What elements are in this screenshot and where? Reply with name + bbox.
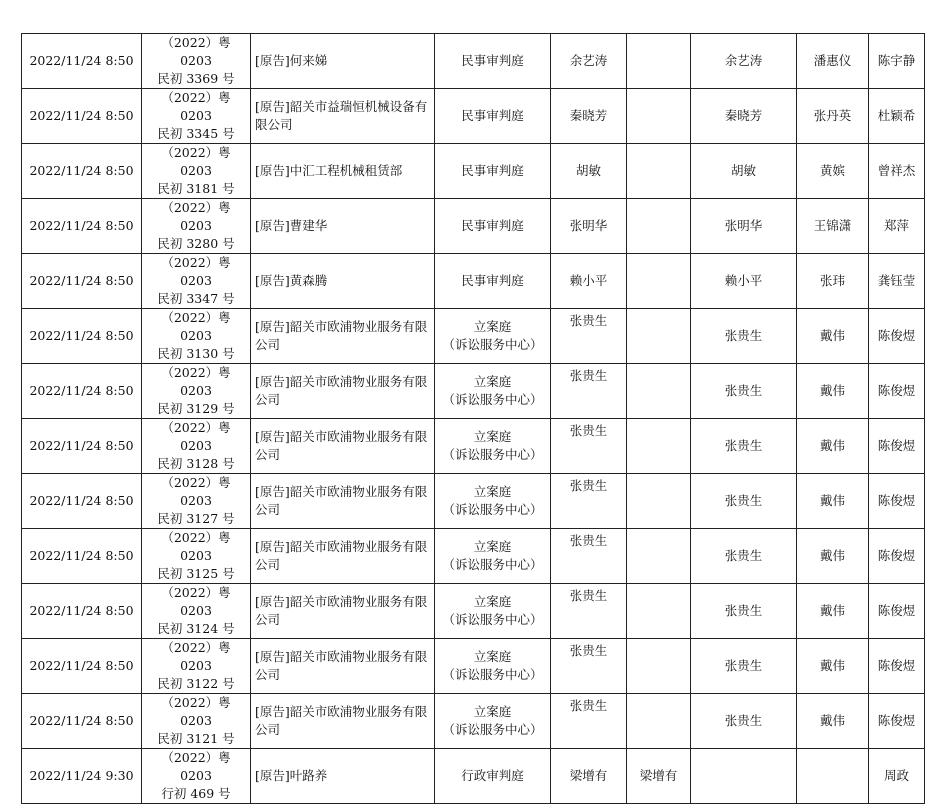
undertaking-judge-cell <box>627 694 691 749</box>
department-line1: 立案庭 <box>473 649 512 664</box>
judge-cell: 张贵生 <box>691 639 797 694</box>
department-cell <box>435 254 551 309</box>
hearing-time-cell: 2022/11/24 8:50 <box>22 89 142 144</box>
department-line2: （诉讼服务中心） <box>442 392 543 407</box>
assistant-cell: 陈俊煜 <box>869 419 925 474</box>
department-line2: （诉讼服务中心） <box>442 667 543 682</box>
judge-cell: 张明华 <box>691 199 797 254</box>
assistant-cell: 杜颖希 <box>869 89 925 144</box>
case-number-line2: 民初 3124 号 <box>157 621 235 636</box>
party-cell: [原告]韶关市益瑞恒机械设备有限公司 <box>251 89 435 144</box>
undertaking-judge-cell <box>627 639 691 694</box>
case-number-line1: （2022）粤 0203 <box>161 640 231 673</box>
department-line1: 立案庭 <box>473 484 512 499</box>
case-number-cell <box>142 309 251 364</box>
case-number-cell <box>142 364 251 419</box>
department-line2: （诉讼服务中心） <box>442 722 543 737</box>
department-line1: 立案庭 <box>473 319 512 334</box>
undertaking-judge-cell <box>627 89 691 144</box>
hearing-schedule-table <box>21 33 925 804</box>
judge-cell: 余艺涛 <box>691 34 797 89</box>
table-row <box>22 199 925 254</box>
party-cell: [原告]黄森腾 <box>251 254 435 309</box>
case-number-line2: 民初 3129 号 <box>157 401 235 416</box>
department-line1: 行政审判庭 <box>461 768 524 783</box>
clerk-cell: 戴伟 <box>797 364 869 419</box>
hearing-time-cell: 2022/11/24 8:50 <box>22 419 142 474</box>
judge-cell: 张贵生 <box>691 694 797 749</box>
clerk-cell <box>797 749 869 804</box>
assistant-cell: 周政 <box>869 749 925 804</box>
presiding-judge-cell: 张贵生 <box>551 364 627 419</box>
department-line1: 立案庭 <box>473 594 512 609</box>
case-number-cell <box>142 254 251 309</box>
table-row <box>22 474 925 529</box>
department-cell <box>435 309 551 364</box>
case-number-cell <box>142 584 251 639</box>
case-number-line2: 民初 3347 号 <box>157 291 235 306</box>
department-cell <box>435 749 551 804</box>
hearing-time-cell: 2022/11/24 8:50 <box>22 309 142 364</box>
case-number-line2: 民初 3130 号 <box>157 346 235 361</box>
department-cell <box>435 419 551 474</box>
judge-cell: 张贵生 <box>691 529 797 584</box>
department-line2: （诉讼服务中心） <box>442 557 543 572</box>
party-cell: [原告]叶路养 <box>251 749 435 804</box>
hearing-time-cell: 2022/11/24 8:50 <box>22 199 142 254</box>
judge-cell: 张贵生 <box>691 419 797 474</box>
case-number-cell <box>142 89 251 144</box>
table-row <box>22 309 925 364</box>
assistant-cell: 龚钰莹 <box>869 254 925 309</box>
department-cell <box>435 144 551 199</box>
party-cell: [原告]中汇工程机械租赁部 <box>251 144 435 199</box>
hearing-time-cell: 2022/11/24 9:30 <box>22 749 142 804</box>
case-number-line1: （2022）粤 0203 <box>161 200 231 233</box>
judge-cell: 胡敏 <box>691 144 797 199</box>
presiding-judge-cell: 秦晓芳 <box>551 89 627 144</box>
hearing-time-cell: 2022/11/24 8:50 <box>22 584 142 639</box>
case-number-line2: 民初 3280 号 <box>157 236 235 251</box>
case-number-line2: 民初 3121 号 <box>157 731 235 746</box>
party-cell: [原告]韶关市欧浦物业服务有限公司 <box>251 694 435 749</box>
case-number-line1: （2022）粤 0203 <box>161 750 231 783</box>
assistant-cell: 郑萍 <box>869 199 925 254</box>
clerk-cell: 张丹英 <box>797 89 869 144</box>
table-row <box>22 694 925 749</box>
department-line2: （诉讼服务中心） <box>442 502 543 517</box>
schedule-sheet <box>21 33 925 804</box>
department-cell <box>435 529 551 584</box>
party-cell: [原告]韶关市欧浦物业服务有限公司 <box>251 639 435 694</box>
department-line1: 民事审判庭 <box>461 273 524 288</box>
assistant-cell: 陈俊煜 <box>869 694 925 749</box>
case-number-cell <box>142 34 251 89</box>
case-number-cell <box>142 474 251 529</box>
undertaking-judge-cell <box>627 144 691 199</box>
case-number-cell <box>142 639 251 694</box>
undertaking-judge-cell <box>627 34 691 89</box>
undertaking-judge-cell <box>627 419 691 474</box>
judge-cell: 秦晓芳 <box>691 89 797 144</box>
department-cell <box>435 34 551 89</box>
presiding-judge-cell: 张贵生 <box>551 694 627 749</box>
table-row <box>22 34 925 89</box>
undertaking-judge-cell <box>627 529 691 584</box>
judge-cell: 张贵生 <box>691 584 797 639</box>
clerk-cell: 黄嫔 <box>797 144 869 199</box>
judge-cell: 张贵生 <box>691 474 797 529</box>
department-line1: 立案庭 <box>473 429 512 444</box>
presiding-judge-cell: 赖小平 <box>551 254 627 309</box>
table-row <box>22 639 925 694</box>
case-number-line1: （2022）粤 0203 <box>161 695 231 728</box>
presiding-judge-cell: 张明华 <box>551 199 627 254</box>
department-line1: 民事审判庭 <box>461 108 524 123</box>
clerk-cell: 戴伟 <box>797 474 869 529</box>
presiding-judge-cell: 张贵生 <box>551 584 627 639</box>
undertaking-judge-cell <box>627 309 691 364</box>
presiding-judge-cell: 张贵生 <box>551 529 627 584</box>
clerk-cell: 戴伟 <box>797 529 869 584</box>
table-row <box>22 749 925 804</box>
table-row <box>22 529 925 584</box>
clerk-cell: 戴伟 <box>797 694 869 749</box>
case-number-line1: （2022）粤 0203 <box>161 420 231 453</box>
party-cell: [原告]韶关市欧浦物业服务有限公司 <box>251 529 435 584</box>
clerk-cell: 潘惠仪 <box>797 34 869 89</box>
department-line1: 立案庭 <box>473 374 512 389</box>
presiding-judge-cell: 余艺涛 <box>551 34 627 89</box>
case-number-line1: （2022）粤 0203 <box>161 255 231 288</box>
clerk-cell: 王锦潇 <box>797 199 869 254</box>
assistant-cell: 陈宇静 <box>869 34 925 89</box>
case-number-line1: （2022）粤 0203 <box>161 585 231 618</box>
hearing-time-cell: 2022/11/24 8:50 <box>22 474 142 529</box>
presiding-judge-cell: 梁增有 <box>551 749 627 804</box>
case-number-line2: 行初 469 号 <box>161 786 231 801</box>
case-number-line2: 民初 3128 号 <box>157 456 235 471</box>
table-row <box>22 144 925 199</box>
assistant-cell: 曾祥杰 <box>869 144 925 199</box>
clerk-cell: 戴伟 <box>797 419 869 474</box>
presiding-judge-cell: 张贵生 <box>551 419 627 474</box>
hearing-time-cell: 2022/11/24 8:50 <box>22 34 142 89</box>
presiding-judge-cell: 胡敏 <box>551 144 627 199</box>
clerk-cell: 戴伟 <box>797 639 869 694</box>
schedule-rows <box>22 34 925 804</box>
presiding-judge-cell: 张贵生 <box>551 474 627 529</box>
table-row <box>22 364 925 419</box>
case-number-cell <box>142 694 251 749</box>
department-cell <box>435 639 551 694</box>
undertaking-judge-cell <box>627 474 691 529</box>
party-cell: [原告]何来娣 <box>251 34 435 89</box>
hearing-time-cell: 2022/11/24 8:50 <box>22 529 142 584</box>
department-line2: （诉讼服务中心） <box>442 612 543 627</box>
case-number-cell <box>142 749 251 804</box>
case-number-cell <box>142 419 251 474</box>
case-number-line1: （2022）粤 0203 <box>161 90 231 123</box>
department-line1: 立案庭 <box>473 539 512 554</box>
party-cell: [原告]韶关市欧浦物业服务有限公司 <box>251 474 435 529</box>
party-cell: [原告]韶关市欧浦物业服务有限公司 <box>251 309 435 364</box>
hearing-time-cell: 2022/11/24 8:50 <box>22 694 142 749</box>
judge-cell: 张贵生 <box>691 364 797 419</box>
clerk-cell: 张玮 <box>797 254 869 309</box>
hearing-time-cell: 2022/11/24 8:50 <box>22 254 142 309</box>
clerk-cell: 戴伟 <box>797 584 869 639</box>
case-number-line1: （2022）粤 0203 <box>161 530 231 563</box>
department-cell <box>435 89 551 144</box>
undertaking-judge-cell: 梁增有 <box>627 749 691 804</box>
case-number-line1: （2022）粤 0203 <box>161 35 231 68</box>
case-number-line2: 民初 3127 号 <box>157 511 235 526</box>
assistant-cell: 陈俊煜 <box>869 474 925 529</box>
department-line2: （诉讼服务中心） <box>442 337 543 352</box>
case-number-line2: 民初 3345 号 <box>157 126 235 141</box>
department-cell <box>435 694 551 749</box>
hearing-time-cell: 2022/11/24 8:50 <box>22 144 142 199</box>
department-cell <box>435 474 551 529</box>
judge-cell: 赖小平 <box>691 254 797 309</box>
hearing-time-cell: 2022/11/24 8:50 <box>22 364 142 419</box>
undertaking-judge-cell <box>627 254 691 309</box>
undertaking-judge-cell <box>627 199 691 254</box>
presiding-judge-cell: 张贵生 <box>551 309 627 364</box>
department-cell <box>435 584 551 639</box>
case-number-line2: 民初 3125 号 <box>157 566 235 581</box>
department-line1: 民事审判庭 <box>461 53 524 68</box>
table-row <box>22 89 925 144</box>
case-number-line1: （2022）粤 0203 <box>161 365 231 398</box>
party-cell: [原告]韶关市欧浦物业服务有限公司 <box>251 364 435 419</box>
department-line1: 民事审判庭 <box>461 163 524 178</box>
department-line2: （诉讼服务中心） <box>442 447 543 462</box>
assistant-cell: 陈俊煜 <box>869 529 925 584</box>
assistant-cell: 陈俊煜 <box>869 639 925 694</box>
judge-cell <box>691 749 797 804</box>
case-number-line1: （2022）粤 0203 <box>161 145 231 178</box>
case-number-line2: 民初 3369 号 <box>157 71 235 86</box>
case-number-line1: （2022）粤 0203 <box>161 310 231 343</box>
table-row <box>22 419 925 474</box>
assistant-cell: 陈俊煜 <box>869 584 925 639</box>
party-cell: [原告]韶关市欧浦物业服务有限公司 <box>251 419 435 474</box>
hearing-time-cell: 2022/11/24 8:50 <box>22 639 142 694</box>
case-number-line2: 民初 3181 号 <box>157 181 235 196</box>
judge-cell: 张贵生 <box>691 309 797 364</box>
case-number-line1: （2022）粤 0203 <box>161 475 231 508</box>
undertaking-judge-cell <box>627 584 691 639</box>
presiding-judge-cell: 张贵生 <box>551 639 627 694</box>
department-line1: 民事审判庭 <box>461 218 524 233</box>
case-number-cell <box>142 144 251 199</box>
department-cell <box>435 199 551 254</box>
department-cell <box>435 364 551 419</box>
table-row <box>22 254 925 309</box>
party-cell: [原告]韶关市欧浦物业服务有限公司 <box>251 584 435 639</box>
assistant-cell: 陈俊煜 <box>869 364 925 419</box>
department-line1: 立案庭 <box>473 704 512 719</box>
table-row <box>22 584 925 639</box>
clerk-cell: 戴伟 <box>797 309 869 364</box>
case-number-cell <box>142 529 251 584</box>
case-number-line2: 民初 3122 号 <box>157 676 235 691</box>
assistant-cell: 陈俊煜 <box>869 309 925 364</box>
party-cell: [原告]曹建华 <box>251 199 435 254</box>
undertaking-judge-cell <box>627 364 691 419</box>
case-number-cell <box>142 199 251 254</box>
